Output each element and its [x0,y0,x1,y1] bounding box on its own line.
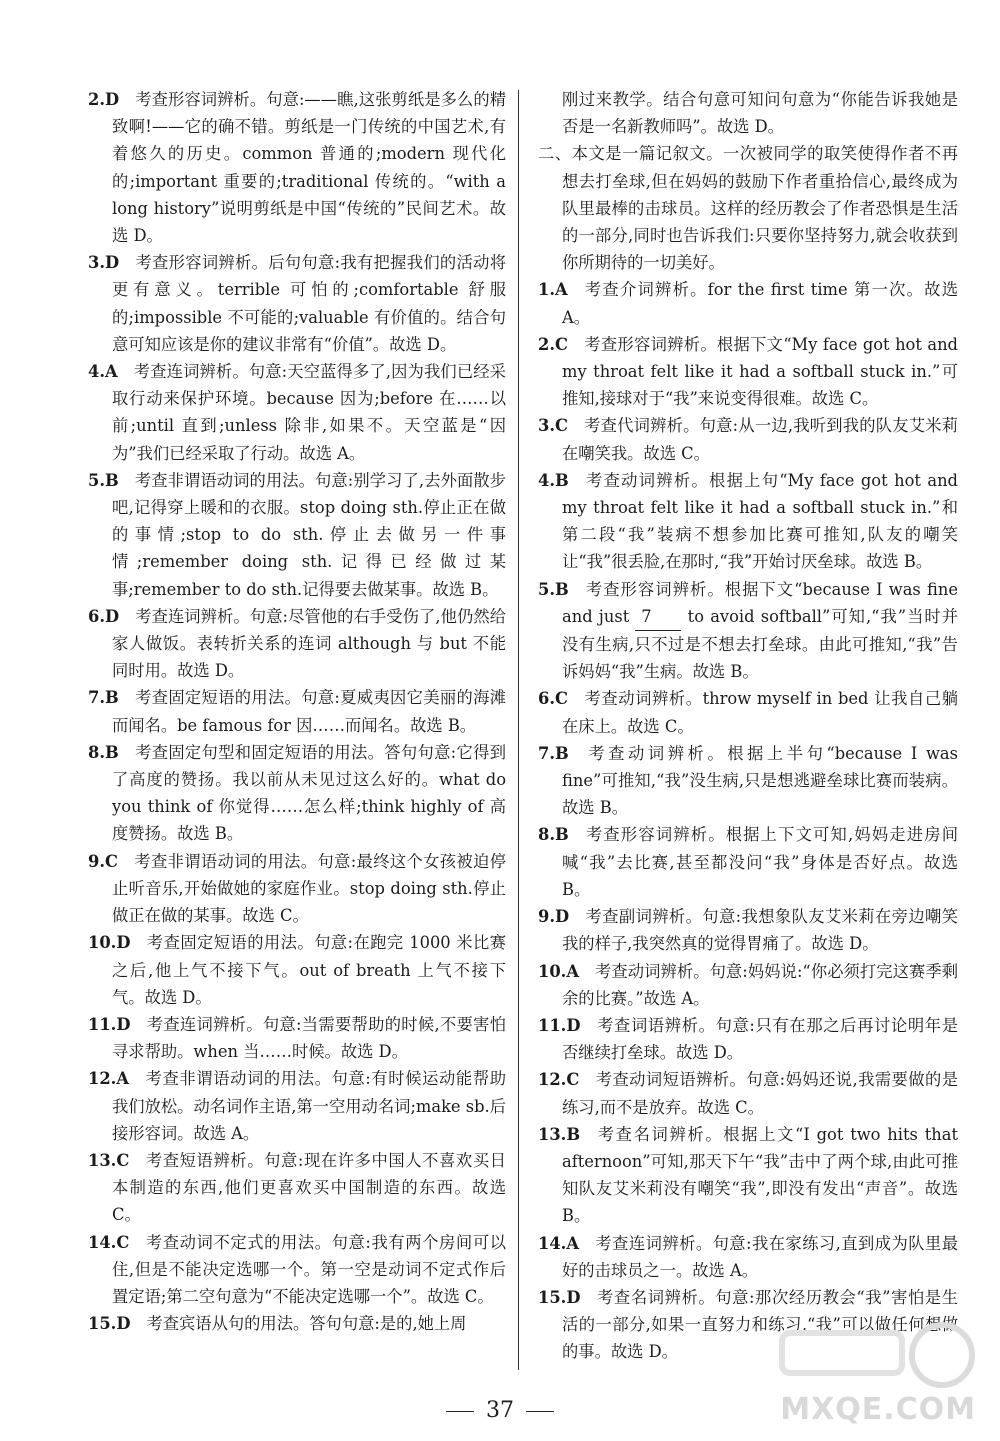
answer-item [538,576,958,686]
answer-number: 6.D [88,606,120,626]
answer-item [538,467,958,576]
answer-item [538,1230,958,1284]
answer-number: 12.A [88,1069,129,1089]
answer-number: 13.C [88,1150,130,1170]
answer-number: 14.C [88,1232,130,1252]
answer-number: 4.A [88,362,118,382]
answer-text: 考查非谓语动词的用法。句意:最终这个女孩被迫停止听音乐,开始做她的家庭作业。stop doing sth.停止做正在做的某事。故选 C。 [112,851,506,926]
answer-text: 考查连词辨析。句意:当需要帮助的时候,不要害怕寻求帮助。when 当……时候。故选 D。 [112,1014,506,1062]
answer-item [88,929,506,1011]
answer-item [88,684,506,738]
answer-text: 考查词语辨析。句意:只有在那之后再讨论明年是否继续打垒球。故选 D。 [562,1015,958,1063]
answer-number: 8.B [88,742,119,762]
answer-text: 考查名词辨析。根据上文“I got two hits that afternoon”可知,那天下午“我”击中了两个球,由此可推知队友艾米莉没有嘲笑“我”,即没有发出“声音”。故选 B。 [562,1124,958,1226]
answer-number: 11.D [88,1014,131,1034]
answer-item [538,276,958,330]
answer-text: 考查固定短语的用法。句意:在跑完 1000 米比赛之后,他上气不接下气。out of breath 上气不接下气。故选 D。 [112,933,506,1007]
answer-number: 2.C [538,334,568,354]
answer-item [88,1011,506,1065]
answer-number: 15.D [538,1287,581,1307]
answer-item [538,958,958,1012]
answer-text: 考查名词辨析。句意:那次经历教会“我”害怕是生活的一部分,如果一直努力和练习,“我”可以做任何想做的事。故选 D。 [562,1287,958,1362]
answer-text: 考查副词辨析。句意:我想象队友艾米莉在旁边嘲笑我的样子,我突然真的觉得胃痛了。故选 D。 [562,907,958,954]
answer-text: 考查动词短语辨析。句意:妈妈还说,我需要做的是练习,而不是放弃。故选 C。 [562,1070,958,1117]
answer-item [88,603,506,685]
answer-item [538,331,958,413]
answer-text: 考查非谓语动词的用法。句意:别学习了,去外面散步吧,记得穿上暖和的衣服。stop doing sth.停止正在做的事情;stop to do sth.停止去做另一件事情;remember doing sth.记得已经做过某事;remember to do sth.记得要去做某事。故选 B。 [112,470,506,599]
answer-text: 考查介词辨析。for the first time 第一次。故选 A。 [562,280,958,327]
answer-text: 考查连词辨析。句意:我在家练习,直到成为队里最好的击球员之一。故选 A。 [562,1233,958,1280]
answer-number: 2.D [88,90,120,109]
answer-text: 考查连词辨析。句意:天空蓝得多了,因为我们已经采取行动来保护环境。because 因为;before 在……以前;until 直到;unless 除非,如果不。天空蓝是“因为”我们已经采取了行动。故选 A。 [112,362,506,463]
answer-number: 1.A [538,280,568,300]
answer-text: to avoid softball”可知,“我”当时并没有生病,只不过是不想去打垒球。由此可推知,“我”告诉妈妈“我”生病。故选 B。 [562,606,959,682]
answer-text: 考查宾语从句的用法。答句句意:是的,她上周 [146,1314,467,1334]
answer-number: 5.B [88,470,119,490]
answer-item [538,1012,958,1066]
answer-item [538,685,958,739]
answer-number: 11.D [538,1015,581,1035]
answer-item [88,1065,506,1147]
column-divider [518,90,519,1370]
answer-text: 考查形容词辨析。根据下文“because I was fine and just [562,579,958,626]
answer-item [538,740,958,822]
answer-text: 考查动词辨析。根据上半句“because I was fine”可推知,“我”没生病,只是想逃避垒球比赛而装病。故选 B。 [562,743,958,818]
answer-item [88,86,506,249]
answer-item [88,1310,506,1337]
answer-item [88,1229,506,1311]
answer-text: 考查形容词辨析。后句句意:我有把握我们的活动将更有意义。terrible 可怕的;comfortable 舒服的;impossible 不可能的;valuable 有价值的。结合句意可知应该是你的建议非常有“价值”。故选 D。 [112,253,506,354]
footer-dash-right [526,1411,554,1412]
answer-text: 考查代词辨析。句意:从一边,我听到我的队友艾米莉在嘲笑我。故选 C。 [562,416,958,463]
answer-item [538,1121,958,1230]
answer-number: 8.B [538,825,569,845]
answer-number: 3.D [88,253,120,273]
answer-number: 4.B [538,470,569,490]
answer-number: 13.B [538,1124,581,1144]
answer-number: 15.D [88,1314,131,1334]
answer-text: 考查动词辨析。句意:妈妈说:“你必须打完这赛季剩余的比赛。”故选 A。 [562,961,958,1008]
footer-dash-left [446,1411,474,1412]
answer-number: 14.A [538,1233,579,1253]
answer-number: 3.C [538,416,568,436]
blank-number: 7 [635,603,681,631]
answer-text: 考查形容词辨析。句意:——瞧,这张剪纸是多么的精致啊!——它的确不错。剪纸是一门传统的中国艺术,有着悠久的历史。common 普通的;modern 现代化的;important 重要的;traditional 传统的。“with a long history”说明剪纸是中国“传统的”民间艺术。故选 D。 [112,90,506,246]
right-answer-list [538,276,958,1365]
answer-text: 考查固定短语的用法。句意:夏威夷因它美丽的海滩而闻名。be famous for 因……而闻名。故选 B。 [112,688,506,735]
answer-item [88,848,506,930]
continued-answer: 刚过来教学。结合句意可知问句意为“你能告诉我她是否是一名新教师吗”。故选 D。 [562,90,958,137]
answer-text: 考查非谓语动词的用法。句意:有时候运动能帮助我们放松。动名词作主语,第一空用动名词;make sb.后接形容词。故选 A。 [112,1069,506,1143]
right-column [538,86,958,1366]
watermark-logo [742,1315,982,1435]
answer-text: 考查形容词辨析。根据下文“My face got hot and my throat felt like it had a softball stuck in.”可推知,接球对于“我”来说变得很难。故选 C。 [562,334,958,409]
answer-item [88,467,506,603]
answer-text: 考查固定句型和固定短语的用法。答句句意:它得到了高度的赞扬。我以前从未见过这么好的。what do you think of 你觉得……怎么样;think highly of 高度赞扬。故选 B。 [112,742,506,844]
answer-number: 9.D [538,907,570,927]
answer-item [538,412,958,466]
answer-number: 7.B [88,688,119,708]
answer-stamp-icon [742,1315,982,1395]
answer-text: 考查动词不定式的用法。句意:我有两个房间可以住,但是不能决定选哪一个。第一空是动词不定式作后置定语;第二空句意为“不能决定选哪一个”。故选 C。 [112,1232,506,1306]
answer-item [538,1066,958,1120]
answer-text: 考查动词辨析。throw myself in bed 让我自己躺在床上。故选 C。 [562,689,958,736]
answer-number: 10.D [88,933,131,953]
answer-number: 9.C [88,851,118,871]
page-number: 37 [486,1398,514,1423]
answer-text: 考查形容词辨析。根据上下文可知,妈妈走进房间喊“我”去比赛,甚至都没问“我”身体是否好点。故选 B。 [562,825,958,899]
answer-item [88,739,506,848]
answer-text: 考查短语辨析。句意:现在许多中国人不喜欢买日本制造的东西,他们更喜欢买中国制造的东西。故选 C。 [112,1150,506,1225]
answer-number: 5.B [538,579,569,599]
answer-number: 6.C [538,689,568,709]
answer-item [88,249,506,358]
answer-number: 12.C [538,1070,580,1090]
watermark-text: MXQE.COM [780,1392,976,1427]
answer-item [538,903,958,957]
section-two-intro: 二、本文是一篇记叙文。一次被同学的取笑使得作者不再想去打垒球,但在妈妈的鼓励下作者重拾信心,最终成为队里最棒的击球员。这样的经历教会了作者恐惧是生活的一部分,同时也告诉我们:只要你坚持努力,就会收获到你所期待的一切美好。 [538,144,958,273]
answer-item [88,358,506,467]
answer-item [538,821,958,903]
answer-number: 10.A [538,961,579,981]
answer-number: 7.B [538,743,569,763]
left-column [88,86,506,1337]
answer-text: 考查连词辨析。句意:尽管他的右手受伤了,他仍然给家人做饭。表转折关系的连词 although 与 but 不能同时用。故选 D。 [112,606,506,681]
answer-item [88,1147,506,1229]
answer-text: 考查动词辨析。根据上句“My face got hot and my throat felt like it had a softball stuck in.”和第二段“我”装病不想参加比赛可推知,队友的嘲笑让“我”很丢脸,在那时,“我”开始讨厌垒球。故选 B。 [562,470,958,572]
